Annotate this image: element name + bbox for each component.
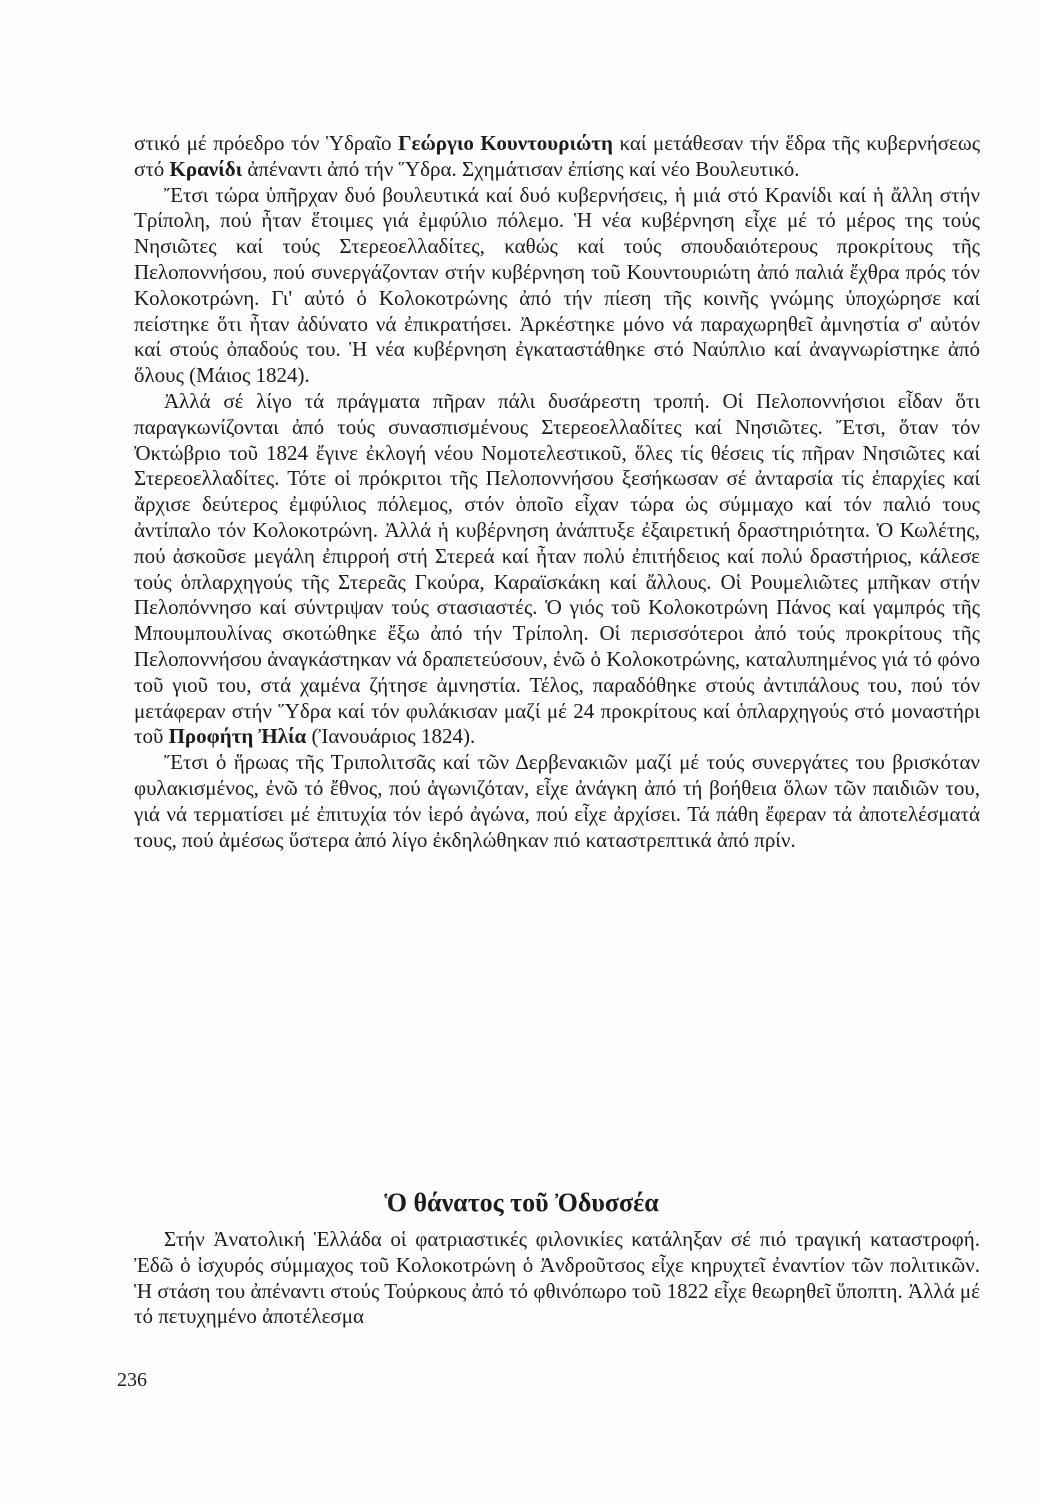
main-text	[134, 131, 980, 853]
paragraph: Ἀλλά σέ λίγο τά πράγματα πῆραν πάλι δυσάρεστη τροπή. Οἱ Πελοποννήσιοι εἶδαν ὅτι παραγκωνίζονται ἀπό τούς συνασπισμένους Στερεοελλαδίτες καί Νησιῶτες. Ἔτσι, ὅταν τόν Ὀκτώβριο τοῦ 1824 ἔγινε ἐκλογή νέου Νομοτελεστικοῦ, ὅλες τίς θέσεις τίς πῆραν Νησιῶτες καί Στερεοελλαδίτες. Τότε οἱ πρόκριτοι τῆς Πελοποννήσου ξεσήκωσαν σέ ἀνταρσία τίς ἐπαρχίες καί ἄρχισε δεύτερος ἐμφύλιος πόλεμος, στόν ὁποῖο εἶχαν τώρα ὡς σύμμαχο καί τόν παλιό τους ἀντίπαλο τόν Κολοκοτρώνη. Ἀλλά ἡ κυβέρνηση ἀνάπτυξε ἐξαιρετική δραστηριότητα. Ὁ Κωλέτης, πού ἀσκοῦσε μεγάλη ἐπιρροή στή Στερεά καί ἦταν πολύ ἐπιτήδειος καί πολύ δραστήριος, κάλεσε τούς ὁπλαρχηγούς τῆς Στερεᾶς Γκούρα, Καραϊσκάκη καί ἄλλους. Οἱ Ρουμελιῶτες μπῆκαν στήν Πελοπόννησο καί σύντριψαν τούς στασιαστές. Ὁ γιός τοῦ Κολοκοτρώνη Πάνος καί γαμπρός τῆς Μπουμπουλίνας σκοτώθηκε ἔξω ἀπό τήν Τρίπολη. Οἱ περισσότεροι ἀπό τούς προκρίτους τῆς Πελοποννήσου ἀναγκάστηκαν νά δραπετεύσουν, ἐνῶ ὁ Κολοκοτρώνης, καταλυπημένος γιά τό φόνο τοῦ γιοῦ του, στά χαμένα ζήτησε ἀμνηστία. Τέλος, παραδόθηκε στούς ἀντιπάλους του, πού τόν μετάφεραν στήν Ὕδρα καί τόν φυλάκισαν μαζί μέ 24 προκρίτους καί ὁπλαρχηγούς στό μοναστήρι τοῦ Προφήτη Ἠλία (Ἰανουάριος 1824).	[134, 388, 980, 749]
section-text	[134, 1227, 980, 1330]
bold-place: Προφήτη Ἠλία	[168, 724, 307, 749]
bold-name: Γεώργιο Κουντουριώτη	[398, 131, 613, 155]
bold-place: Κρανίδι	[169, 156, 243, 181]
page-number: 236	[117, 1369, 147, 1391]
paragraph: στικό μέ πρόεδρο τόν Ὑδραῖο Γεώργιο Κουντουριώτη καί μετάθεσαν τήν ἕδρα τῆς κυβερνήσεως στό Κρανίδι ἀπέναντι ἀπό τήν Ὕδρα. Σχημάτισαν ἐπίσης καί νέο Βουλευτικό.	[134, 131, 981, 181]
paragraph: Ἔτσι ὁ ἥρωας τῆς Τριπολιτσᾶς καί τῶν Δερβενακιῶν μαζί μέ τούς συνεργάτες του βρισκόταν φυλακισμένος, ἐνῶ τό ἔθνος, πού ἀγωνιζόταν, εἶχε ἀνάγκη ἀπό τή βοήθεια ὅλων τῶν παιδιῶν του, γιά νά τερματίσει μέ ἐπιτυχία τόν ἱερό ἀγώνα, πού εἶχε ἀρχίσει. Τά πάθη ἔφεραν τά ἀποτελέσματά τους, πού ἀμέσως ὕστερα ἀπό λίγο ἐκδηλώθηκαν πιό καταστρεπτικά ἀπό πρίν.	[134, 750, 980, 852]
paragraph: Στήν Ἀνατολική Ἑλλάδα οἱ φατριαστικές φιλονικίες κατάληξαν σέ πιό τραγική καταστροφή. Ἐδῶ ὁ ἰσχυρός σύμμαχος τοῦ Κολοκοτρώνη ὁ Ἀνδροῦτσος εἶχε κηρυχτεῖ ἐναντίον τῶν πολιτικῶν. Ἡ στάση του ἀπέναντι στούς Τούρκους ἀπό τό φθινόπωρο τοῦ 1822 εἶχε θεωρηθεῖ ὕποπτη. Ἀλλά μέ τό πετυχημένο ἀποτέλεσμα	[134, 1227, 980, 1329]
paragraph: Ἔτσι τώρα ὑπῆρχαν δυό βουλευτικά καί δυό κυβερνήσεις, ἡ μιά στό Κρανίδι καί ἡ ἄλλη στήν Τρίπολη, πού ἦταν ἕτοιμες γιά ἐμφύλιο πόλεμο. Ἡ νέα κυβέρνηση εἶχε μέ τό μέρος της τούς Νησιῶτες καί τούς Στερεοελλαδίτες, καθώς καί τούς σπουδαιότερους προκρίτους τῆς Πελοποννήσου, πού συνεργάζονταν στήν κυβέρνηση τοῦ Κουντουριώτη ἀπό παλιά ἔχθρα πρός τόν Κολοκοτρώνη. Γι' αὐτό ὁ Κολοκοτρώνης ἀπό τήν πίεση τῆς κοινῆς γνώμης ὑποχώρησε καί πείστηκε ὅτι ἦταν ἀδύνατο νά ἐπικρατήσει. Ἀρκέστηκε μόνο νά παραχωρηθεῖ ἀμνηστία σ' αὐτόν καί στούς ὀπαδούς του. Ἡ νέα κυβέρνηση ἐγκαταστάθηκε στό Ναύπλιο καί ἀναγνωρίστηκε ἀπό ὅλους (Μάιος 1824).	[134, 182, 980, 388]
section-heading: Ὁ θάνατος τοῦ Ὀδυσσέα	[384, 1188, 659, 1217]
